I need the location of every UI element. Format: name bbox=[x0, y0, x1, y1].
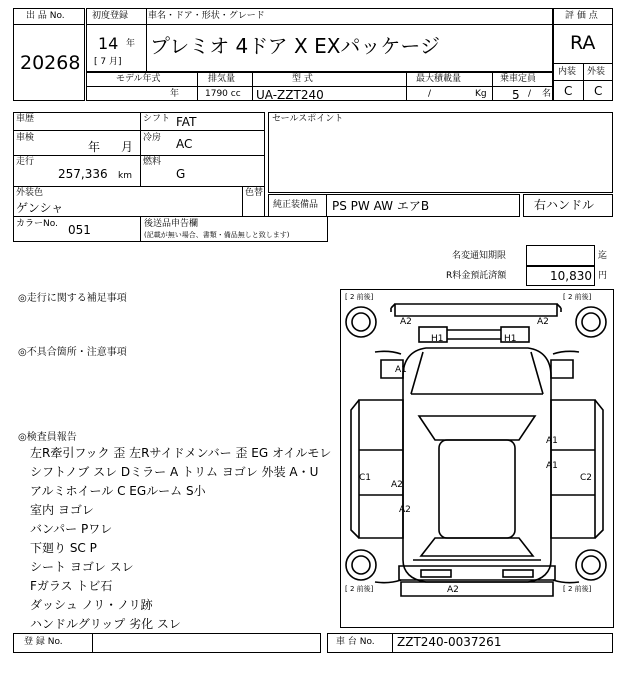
score-value: RA bbox=[570, 32, 596, 54]
note-line: 左R牽引フック 歪 左Rサイドメンバー 歪 EG オイルモレ bbox=[30, 446, 332, 460]
model-year-label: モデル年式 bbox=[116, 74, 161, 84]
reg-no-label: 登 録 No. bbox=[24, 637, 63, 647]
post-delivery-note: (記載が無い場合、書類・備品無しと致します) bbox=[144, 231, 290, 239]
mark-a2-left-door: A2 bbox=[391, 480, 403, 490]
first-reg-year: 14 bbox=[98, 34, 119, 53]
ac-value: AC bbox=[176, 137, 193, 151]
chassis-no-label: 車 台 No. bbox=[336, 637, 375, 647]
fuel-label: 燃料 bbox=[143, 157, 162, 167]
mark-h1-left: H1 bbox=[431, 334, 444, 344]
name-change-box bbox=[526, 245, 595, 266]
note-line: Fガラス トビ石 bbox=[30, 579, 113, 593]
model-code-label: 型 式 bbox=[292, 74, 313, 84]
note-line: アルミホイール C EGルーム S小 bbox=[30, 484, 206, 498]
wheel-front-left bbox=[346, 307, 376, 337]
mark-a2-left-rear: A2 bbox=[399, 505, 411, 515]
corner-tl: [ 2 前後] bbox=[345, 293, 374, 301]
mark-a2-rear: A2 bbox=[447, 585, 459, 595]
post-delivery-label: 後送品申告欄 bbox=[144, 219, 199, 229]
wheel-rear-right bbox=[576, 550, 606, 580]
capacity-unit: 名 bbox=[542, 89, 552, 99]
first-reg-year-unit: 年 bbox=[126, 39, 136, 49]
max-load-sep: / bbox=[428, 89, 432, 99]
right-side bbox=[551, 400, 603, 538]
shift-label: シフト bbox=[143, 114, 171, 124]
mileage-label: 走行 bbox=[16, 157, 35, 167]
note-line: ダッシュ ノリ・ノリ跡 bbox=[30, 598, 153, 612]
chassis-no-value: ZZT240-0037261 bbox=[397, 635, 502, 649]
car-diagram bbox=[340, 289, 614, 628]
repaint-label: 色替 bbox=[245, 188, 264, 198]
shift-value: FAT bbox=[176, 115, 197, 129]
mileage-unit: km bbox=[118, 171, 132, 181]
exterior-label: 外装 bbox=[587, 67, 606, 77]
mark-a1-right-rear: A1 bbox=[546, 461, 558, 471]
lot-label: 出 品 No. bbox=[26, 11, 65, 21]
mark-a1-right-front: A1 bbox=[546, 436, 558, 446]
note-line: ハンドルグリップ 劣化 スレ bbox=[30, 617, 181, 631]
ac-label: 冷房 bbox=[143, 133, 162, 143]
car-name: プレミオ 4ドア X EXパッケージ bbox=[150, 34, 441, 58]
fuel-value: G bbox=[176, 167, 186, 181]
exterior-color-value: ゲンシャ bbox=[16, 201, 64, 215]
defects-label: ◎不具合箇所・注意事項 bbox=[18, 347, 127, 358]
mark-a1-hood: A1 bbox=[395, 365, 407, 375]
exterior-color-label: 外装色 bbox=[16, 188, 44, 198]
note-line: シート ヨゴレ スレ bbox=[30, 560, 134, 574]
car-diagram-svg bbox=[341, 290, 613, 627]
inspector-report-label: ◎検査員報告 bbox=[18, 432, 77, 443]
inspection-label: 車検 bbox=[16, 133, 35, 143]
details-left bbox=[13, 112, 265, 187]
body-outline bbox=[403, 348, 551, 582]
capacity-sep: / bbox=[528, 89, 532, 99]
name-change-suffix: 迄 bbox=[598, 251, 608, 261]
options-value: PS PW AW エアB bbox=[332, 199, 430, 213]
capacity-label: 乗車定員 bbox=[500, 74, 537, 84]
exterior-grade: C bbox=[594, 84, 603, 98]
mark-a2-front-right: A2 bbox=[537, 317, 549, 327]
displacement-value: 1790 cc bbox=[205, 89, 241, 99]
first-reg-month: [ 7 月] bbox=[94, 57, 122, 67]
model-code: UA-ZZT240 bbox=[256, 88, 324, 102]
recycle-value: 10,830 bbox=[550, 269, 592, 283]
capacity-value: 5 bbox=[512, 88, 520, 102]
mark-h1-right: H1 bbox=[504, 334, 517, 344]
mark-c1: C1 bbox=[359, 473, 372, 483]
history-label: 車歴 bbox=[16, 114, 35, 124]
mileage-value: 257,336 bbox=[58, 167, 108, 181]
recycle-label: R料金預託済額 bbox=[446, 271, 507, 281]
mark-a2-front-left: A2 bbox=[400, 317, 412, 327]
wheel-front-right bbox=[576, 307, 606, 337]
corner-bl: [ 2 前後] bbox=[345, 585, 374, 593]
note-line: バンパー Pワレ bbox=[30, 522, 113, 536]
inspection-year-unit: 年 bbox=[88, 140, 101, 154]
corner-br: [ 2 前後] bbox=[563, 585, 592, 593]
rear-bumper-lower bbox=[401, 582, 553, 596]
note-line: シフトノブ スレ Dミラー A トリム ヨゴレ 外装 A・U bbox=[30, 465, 319, 479]
driving-notes-label: ◎走行に関する補足事項 bbox=[18, 293, 127, 304]
sales-point-label: セールスポイント bbox=[272, 114, 344, 124]
note-line: 下廻り SC P bbox=[30, 541, 97, 555]
model-year-unit: 年 bbox=[170, 89, 180, 99]
inspection-month-unit: 月 bbox=[121, 140, 134, 154]
car-name-label: 車名・ドア・形状・グレード bbox=[148, 11, 265, 21]
sales-point-box bbox=[268, 112, 613, 193]
wheel-rear-left bbox=[346, 550, 376, 580]
name-change-label: 名変通知期限 bbox=[452, 251, 507, 261]
options-label: 純正装備品 bbox=[273, 200, 319, 210]
first-reg-label: 初度登録 bbox=[92, 11, 129, 21]
displacement-label: 排気量 bbox=[208, 74, 236, 84]
front-bumper bbox=[395, 304, 557, 316]
interior-grade: C bbox=[564, 84, 573, 98]
interior-label: 内装 bbox=[558, 67, 577, 77]
color-no-label: カラーNo. bbox=[16, 219, 58, 229]
note-line: 室内 ヨゴレ bbox=[30, 503, 94, 517]
corner-tr: [ 2 前後] bbox=[563, 293, 592, 301]
lot-number: 20268 bbox=[20, 52, 81, 74]
score-label: 評 価 点 bbox=[565, 11, 598, 21]
color-no-value: 051 bbox=[68, 223, 91, 237]
left-side bbox=[351, 400, 403, 538]
max-load-label: 最大積載量 bbox=[416, 74, 462, 84]
max-load-unit: Kg bbox=[475, 89, 487, 99]
rear-bumper bbox=[399, 566, 555, 580]
steering-value: 右ハンドル bbox=[534, 198, 595, 212]
recycle-unit: 円 bbox=[598, 271, 608, 281]
mark-c2: C2 bbox=[580, 473, 593, 483]
